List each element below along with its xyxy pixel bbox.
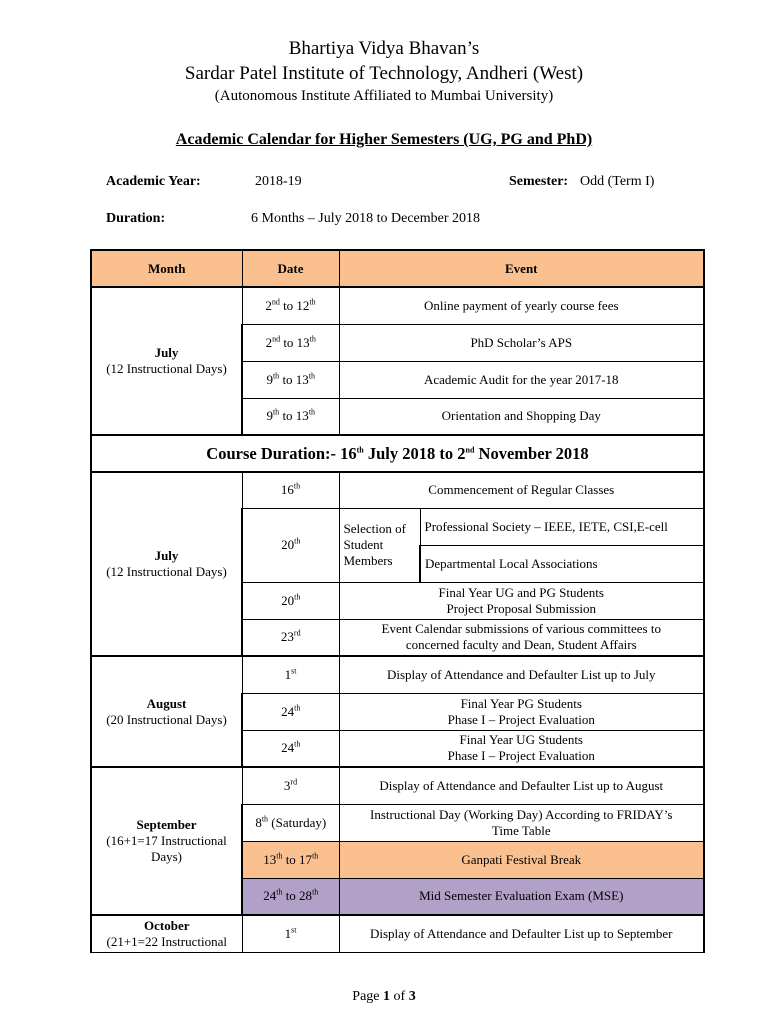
- date-cell: 3rd: [242, 767, 339, 804]
- current-page: 1: [383, 989, 391, 1004]
- total-pages: 3: [408, 989, 416, 1004]
- month-name: October: [144, 918, 190, 933]
- event-cell: Display of Attendance and Defaulter List up to September: [339, 915, 704, 952]
- course-duration-row: [91, 435, 704, 472]
- table-row: [91, 287, 704, 324]
- date-cell: 23rd: [242, 619, 339, 656]
- instructional-days: (12 Instructional Days): [106, 564, 227, 579]
- month-cell-october: [91, 915, 242, 952]
- month-cell-july: [91, 287, 242, 435]
- event-cell: Commencement of Regular Classes: [339, 472, 704, 508]
- date-cell: 9th to 13th: [242, 361, 339, 398]
- event-cell: Instructional Day (Working Day) According to FRIDAY’s Time Table: [339, 804, 704, 841]
- course-duration: Course Duration:- 16th July 2018 to 2nd November 2018: [91, 435, 704, 472]
- month-cell-july: [91, 472, 242, 656]
- date-cell: 1st: [242, 915, 339, 952]
- institute-name: Sardar Patel Institute of Technology, Andheri (West): [184, 63, 584, 84]
- date-cell: 9th to 13th: [242, 398, 339, 435]
- event-cell: Academic Audit for the year 2017-18: [339, 361, 704, 398]
- academic-year-value: 2018-19: [255, 174, 302, 189]
- table-row: [91, 472, 704, 508]
- date-cell: 20th: [242, 508, 339, 582]
- affiliation-note: (Autonomous Institute Affiliated to Mumbai University): [214, 88, 554, 104]
- event-cell: Final Year UG Students Phase I – Project Evaluation: [339, 730, 704, 767]
- date-cell: 2nd to 13th: [242, 324, 339, 361]
- date-cell: 24th: [242, 730, 339, 767]
- duration-value: 6 Months – July 2018 to December 2018: [251, 211, 481, 226]
- date-cell: 24th: [242, 693, 339, 730]
- instructional-days: (16+1=17 Instructional: [106, 833, 227, 848]
- institute-trust-name: Bhartiya Vidya Bhavan’s: [288, 38, 480, 59]
- instructional-days: (12 Instructional Days): [106, 361, 227, 376]
- table-header-row: [91, 250, 704, 287]
- column-header-month: Month: [91, 250, 242, 287]
- date-cell: 1st: [242, 656, 339, 693]
- month-name: July: [154, 345, 179, 360]
- table-row: [91, 915, 704, 952]
- event-cell: Professional Society – IEEE, IETE, CSI,E-cell: [420, 508, 704, 545]
- academic-calendar-table: [90, 249, 705, 953]
- calendar-title: Academic Calendar for Higher Semesters (UG, PG and PhD): [175, 131, 593, 148]
- selection-label-cell: Selection of Student Members: [339, 508, 420, 582]
- event-cell: PhD Scholar’s APS: [339, 324, 704, 361]
- exam-cell: Mid Semester Evaluation Exam (MSE): [339, 878, 704, 915]
- event-cell: Final Year PG Students Phase I – Project Evaluation: [339, 693, 704, 730]
- semester-value: Odd (Term I): [580, 174, 655, 189]
- date-cell: 2nd to 12th: [242, 287, 339, 324]
- event-cell: Display of Attendance and Defaulter List up to July: [339, 656, 704, 693]
- event-cell: Final Year UG and PG Students Project Proposal Submission: [339, 582, 704, 619]
- event-cell: Online payment of yearly course fees: [339, 287, 704, 324]
- date-cell: 13th to 17th: [242, 841, 339, 878]
- date-cell: 8th (Saturday): [242, 804, 339, 841]
- event-cell: Departmental Local Associations: [420, 545, 704, 582]
- event-cell: Display of Attendance and Defaulter List up to August: [339, 767, 704, 804]
- month-name: September: [136, 817, 197, 832]
- table-row: [91, 656, 704, 693]
- instructional-days: (21+1=22 Instructional: [106, 934, 227, 949]
- column-header-date: Date: [242, 250, 339, 287]
- month-cell-august: [91, 656, 242, 767]
- event-cell: Event Calendar submissions of various committees to concerned faculty and Dean, Student Affairs: [339, 619, 704, 656]
- semester-label: Semester:: [509, 174, 569, 189]
- date-cell: 16th: [242, 472, 339, 508]
- event-cell: Orientation and Shopping Day: [339, 398, 704, 435]
- month-cell-september: [91, 767, 242, 915]
- column-header-event: Event: [339, 250, 704, 287]
- festival-break-cell: Ganpati Festival Break: [339, 841, 704, 878]
- table-row: [91, 767, 704, 804]
- date-cell: 24th to 28th: [242, 878, 339, 915]
- month-name: July: [154, 548, 179, 563]
- date-cell: 20th: [242, 582, 339, 619]
- duration-label: Duration:: [106, 211, 166, 226]
- instructional-days: (20 Instructional Days): [106, 711, 227, 727]
- academic-year-label: Academic Year:: [106, 174, 201, 189]
- month-name: August: [146, 695, 187, 711]
- instructional-days-cont: Days): [150, 849, 183, 864]
- page-footer: Page 1 of 3: [352, 989, 416, 1004]
